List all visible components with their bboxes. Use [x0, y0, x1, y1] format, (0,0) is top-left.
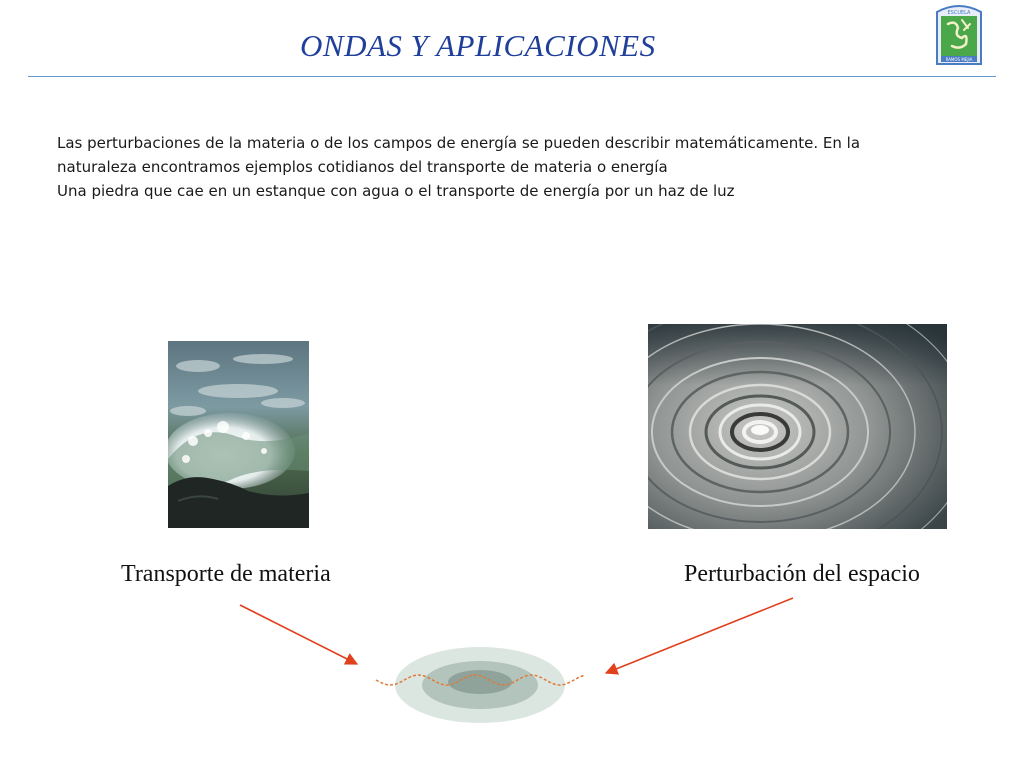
intro-paragraph-2: Una piedra que cae en un estanque con agua o el transporte de energía por un haz de luz — [57, 182, 735, 200]
right-caption: Perturbación del espacio — [684, 561, 920, 587]
ripple-middle — [422, 661, 538, 709]
ripple-outer — [395, 647, 565, 723]
water-ripple-photo — [648, 324, 947, 529]
page-title: ONDAS Y APLICACIONES — [300, 28, 656, 63]
title-divider — [28, 76, 996, 77]
school-crest-logo — [934, 2, 984, 68]
left-arrow — [240, 605, 357, 664]
intro-paragraph-1: Las perturbaciones de la materia o de los campos de energía se pueden describir matemáticamente. En la naturaleza encontramos ejemplos cotidianos del transporte de materia o energía — [57, 134, 861, 176]
logo-bottom-text: RAMOS MEJIA — [945, 57, 973, 62]
intro-text — [57, 131, 907, 203]
left-caption: Transporte de materia — [121, 561, 331, 587]
right-arrow — [606, 598, 793, 673]
sea-wave-photo — [168, 341, 309, 528]
ripple-inner — [448, 670, 512, 694]
logo-top-text: ESCUELA — [947, 10, 971, 16]
wave-line — [376, 675, 584, 685]
